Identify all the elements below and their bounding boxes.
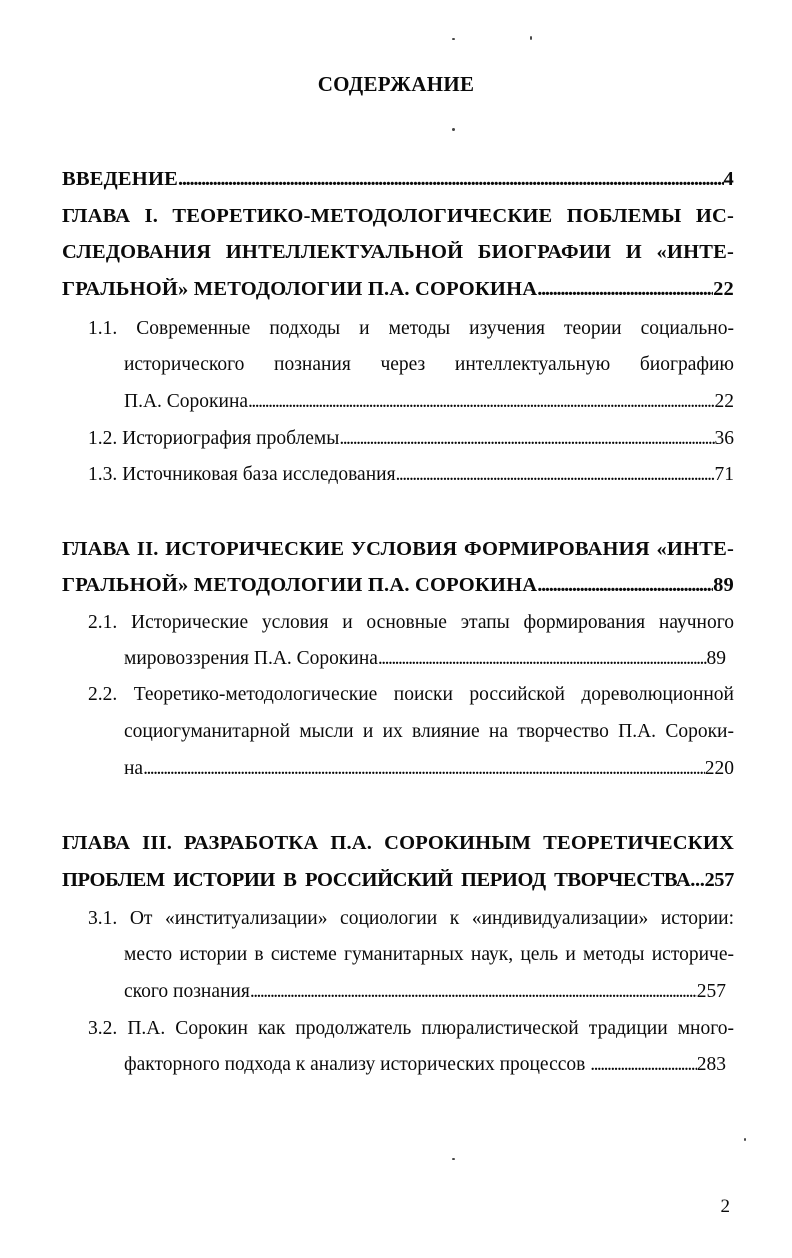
dot-leader bbox=[143, 758, 705, 780]
page-number: 2 bbox=[720, 1196, 730, 1217]
section-title-line: 1.2. Историография проблемы bbox=[88, 428, 340, 449]
section-title-line: социогуманитарной мысли и их влияние на творчество П.А. Сороки- bbox=[124, 721, 734, 742]
section-title-line: 1.1. Современные подходы и методы изучения теории социально- bbox=[88, 318, 734, 339]
entry-page: 283 bbox=[696, 1054, 726, 1075]
section-title-line: ского познания bbox=[124, 981, 250, 1002]
section-title-line: 3.1. От «институализации» социологии к «индивидуализации» истории: bbox=[88, 908, 734, 929]
section-title-line: исторического познания через интеллектуальную биографию bbox=[124, 354, 734, 375]
chapter-title-line: ГЛАВА III. РАЗРАБОТКА П.А. СОРОКИНЫМ ТЕОРЕТИЧЕСКИХ bbox=[62, 832, 734, 854]
dot-leader bbox=[178, 168, 724, 191]
toc-title: СОДЕРЖАНИЕ bbox=[317, 72, 475, 96]
entry-page: 257 bbox=[696, 981, 726, 1002]
dot-leader bbox=[250, 981, 697, 1003]
section-title-line: 2.2. Теоретико-методологические поиски российской дореволюционной bbox=[88, 684, 734, 705]
chapter-title-line: ГЛАВА I. ТЕОРЕТИКО-МЕТОДОЛОГИЧЕСКИЕ ПОБЛЕМЫ ИС- bbox=[62, 205, 734, 227]
section-title-line: П.А. Сорокина bbox=[124, 391, 249, 412]
scan-speck bbox=[452, 1158, 455, 1160]
chapter-title-line: ГЛАВА II. ИСТОРИЧЕСКИЕ УСЛОВИЯ ФОРМИРОВАНИЯ «ИНТЕ- bbox=[62, 538, 734, 560]
dot-leader bbox=[339, 428, 714, 450]
dot-leader bbox=[248, 391, 714, 413]
scan-speck bbox=[452, 38, 455, 40]
entry-page: 71 bbox=[714, 464, 734, 485]
entry-page: 4 bbox=[723, 168, 734, 190]
scan-speck bbox=[452, 128, 455, 131]
section-title-line: на bbox=[124, 758, 144, 779]
section-title-line: 2.1. Исторические условия и основные этапы формирования научного bbox=[88, 612, 734, 633]
entry-page: 89 bbox=[706, 648, 726, 669]
scan-speck bbox=[744, 1138, 746, 1141]
entry-page: 89 bbox=[713, 574, 734, 596]
scan-speck bbox=[530, 36, 532, 40]
section-title-line: 3.2. П.А. Сорокин как продолжатель плюралистической традиции много- bbox=[88, 1018, 734, 1039]
section-title-line: 1.3. Источниковая база исследования bbox=[88, 464, 396, 485]
section-title-line: факторного подхода к анализу исторических процессов bbox=[124, 1054, 591, 1075]
dot-leader bbox=[396, 464, 715, 486]
entry-page: 22 bbox=[713, 278, 734, 300]
entry-page: 220 bbox=[704, 758, 734, 779]
chapter-title-line: СЛЕДОВАНИЯ ИНТЕЛЛЕКТУАЛЬНОЙ БИОГРАФИИ И «ИНТЕ- bbox=[62, 241, 734, 263]
chapter-title-line: ГРАЛЬНОЙ» МЕТОДОЛОГИИ П.А. СОРОКИНА bbox=[62, 574, 538, 596]
dot-leader bbox=[590, 1054, 697, 1076]
section-title-line: место истории в системе гуманитарных наук, цель и методы историче- bbox=[124, 944, 734, 965]
dot-leader bbox=[537, 574, 713, 597]
chapter-title-line: ПРОБЛЕМ ИСТОРИИ В РОССИЙСКИЙ ПЕРИОД ТВОРЧЕСТВА...257 bbox=[62, 869, 734, 891]
chapter-title-line: ГРАЛЬНОЙ» МЕТОДОЛОГИИ П.А. СОРОКИНА bbox=[62, 278, 538, 300]
entry-label: ВВЕДЕНИЕ bbox=[62, 168, 178, 190]
dot-leader bbox=[537, 278, 713, 301]
entry-page: 36 bbox=[714, 428, 734, 449]
dot-leader bbox=[378, 648, 707, 670]
entry-page: 22 bbox=[714, 391, 734, 412]
section-title-line: мировоззрения П.А. Сорокина bbox=[124, 648, 378, 669]
